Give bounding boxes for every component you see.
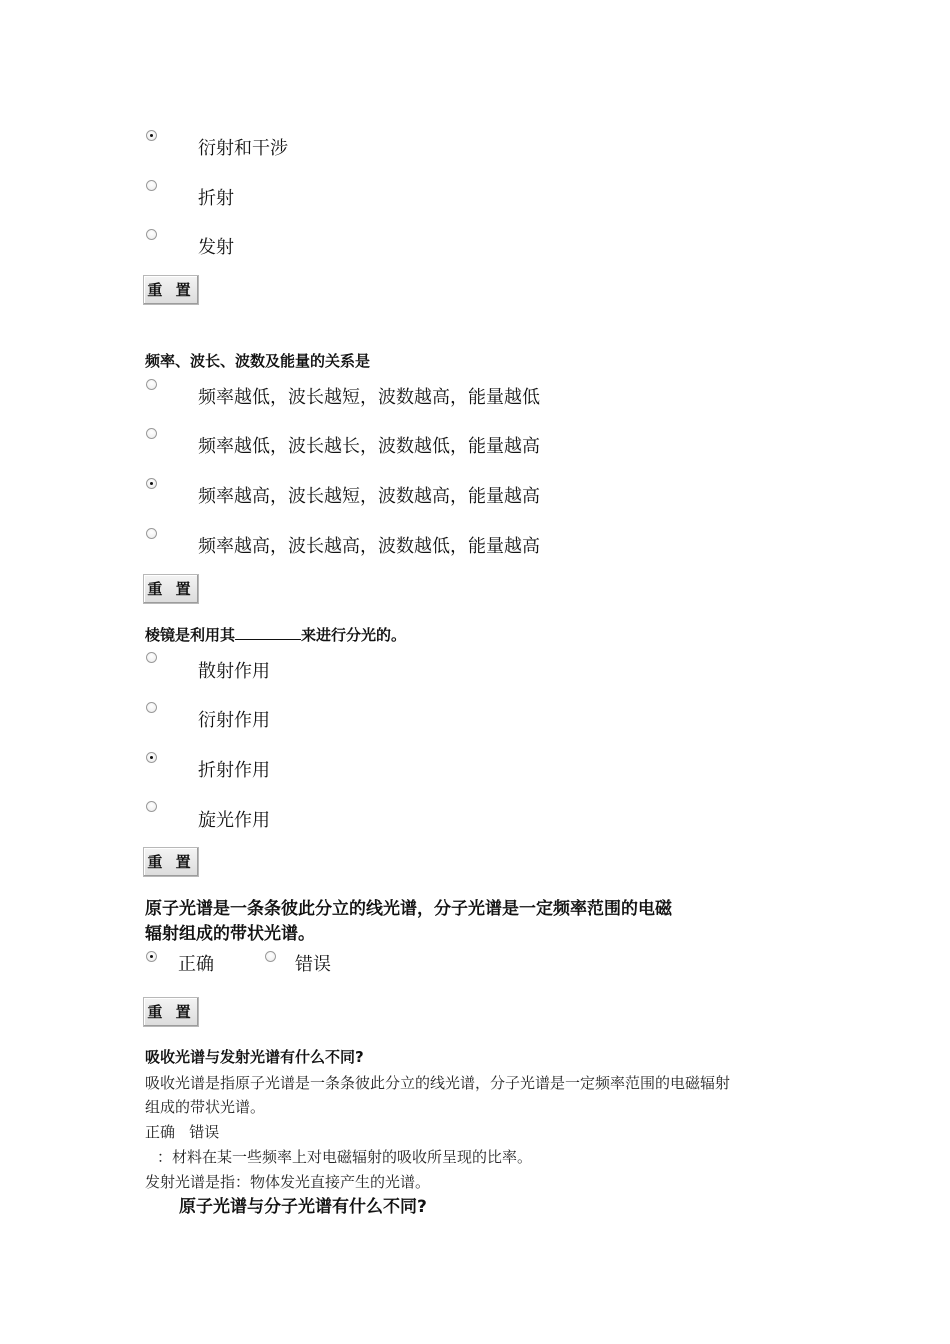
q2-option-1-radio[interactable] [146,379,157,390]
q3-option-1-label: 散射作用 [198,661,270,682]
q3-question-after: 来进行分光的。 [301,626,407,644]
q4-option-2-radio[interactable] [265,951,276,962]
q3-question-before: 棱镜是利用其 [145,626,236,644]
q5-answer-line-2: 组成的带状光谱。 [145,1098,266,1116]
q3-question-blank [235,625,301,640]
q4-reset-button[interactable]: 重 置 [143,997,199,1027]
q1-reset-button[interactable]: 重 置 [143,275,199,305]
q3-option-3-label: 折射作用 [198,760,270,781]
q3-option-2-label: 衍射作用 [198,710,270,731]
q6-question: 原子光谱与分子光谱有什么不同? [179,1197,427,1217]
q3-question [145,625,406,644]
q1-option-2-radio[interactable] [146,180,157,191]
q4-option-1-radio[interactable] [146,951,157,962]
q2-option-3-radio[interactable] [146,478,157,489]
q5-answer-line-3: 正确 错误 [145,1123,220,1141]
q2-option-4-radio[interactable] [146,528,157,539]
q2-option-1-label: 频率越低，波长越短，波数越高，能量越低 [198,387,540,408]
q3-option-2-radio[interactable] [146,702,157,713]
q3-reset-button[interactable]: 重 置 [143,847,199,877]
q1-option-1-label: 衍射和干涉 [198,138,288,159]
q5-question: 吸收光谱与发射光谱有什么不同? [145,1048,364,1066]
q5-answer-line-5: 发射光谱是指：物体发光直接产生的光谱。 [145,1173,431,1191]
q4-question-line-1: 原子光谱是一条条彼此分立的线光谱，分子光谱是一定频率范围的电磁 [145,899,672,919]
q1-option-3-label: 发射 [198,237,234,258]
q5-answer-line-1: 吸收光谱是指原子光谱是一条条彼此分立的线光谱，分子光谱是一定频率范围的电磁辐射 [145,1074,731,1092]
q4-option-2-label: 错误 [295,954,331,975]
q3-option-3-radio[interactable] [146,752,157,763]
q3-option-1-radio[interactable] [146,652,157,663]
q5-answer-line-4: ：材料在某一些频率上对电磁辐射的吸收所呈现的比率。 [157,1148,533,1166]
q2-question: 频率、波长、波数及能量的关系是 [145,352,371,370]
q2-option-3-label: 频率越高，波长越短，波数越高，能量越高 [198,486,540,507]
q2-option-2-label: 频率越低，波长越长，波数越低，能量越高 [198,436,540,457]
q1-option-2-label: 折射 [198,188,234,209]
q4-question-line-2: 辐射组成的带状光谱。 [145,924,315,944]
q3-option-4-radio[interactable] [146,801,157,812]
q2-option-2-radio[interactable] [146,428,157,439]
q4-option-1-label: 正确 [178,954,214,975]
q2-reset-button[interactable]: 重 置 [143,574,199,604]
q1-option-1-radio[interactable] [146,130,157,141]
q2-option-4-label: 频率越高，波长越高，波数越低，能量越高 [198,536,540,557]
q3-option-4-label: 旋光作用 [198,810,270,831]
q1-option-3-radio[interactable] [146,229,157,240]
